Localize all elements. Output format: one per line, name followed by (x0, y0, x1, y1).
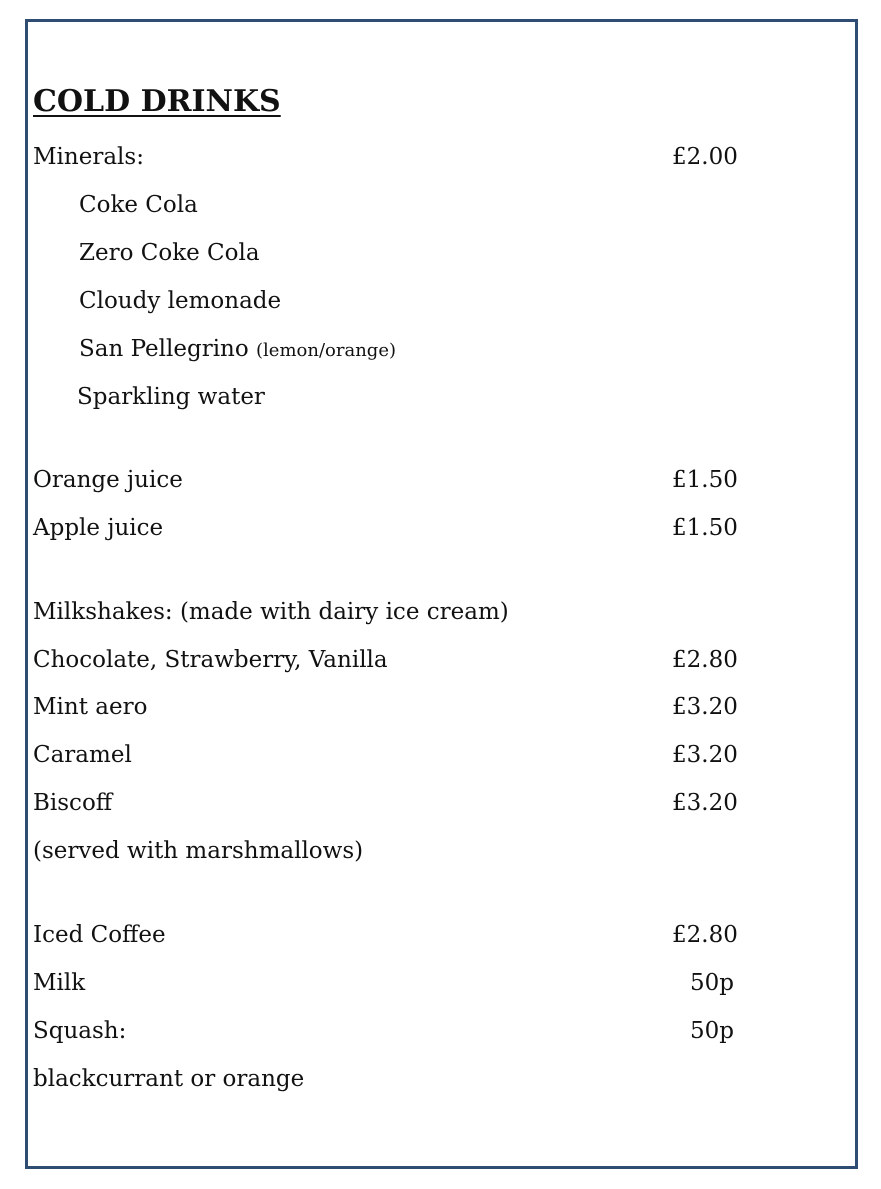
milkshake-price: £3.20 (672, 790, 738, 816)
mineral-item-name: San Pellegrino (79, 336, 249, 362)
drink-name: Iced Coffee (33, 922, 166, 948)
milkshake-name: Mint aero (33, 694, 148, 720)
mineral-item: Coke Cola (79, 192, 198, 218)
mineral-item: Zero Coke Cola (79, 240, 260, 266)
menu-title: COLD DRINKS (33, 84, 281, 119)
milkshake-name: Biscoff (33, 790, 113, 816)
juice-price: £1.50 (672, 515, 738, 541)
mineral-item: Cloudy lemonade (79, 288, 282, 314)
juice-price: £1.50 (672, 467, 738, 493)
pellegrino-flavours-note: (lemon/orange) (256, 340, 396, 361)
minerals-price: £2.00 (672, 144, 738, 170)
drink-name: Squash: (33, 1018, 127, 1044)
mineral-item: Sparkling water (77, 384, 265, 410)
drink-price: 50p (690, 970, 734, 996)
drink-name: Milk (33, 970, 86, 996)
milkshake-price: £3.20 (672, 694, 738, 720)
milkshake-name: Caramel (33, 742, 132, 768)
minerals-label: Minerals: (33, 144, 144, 170)
drink-price: £2.80 (672, 922, 738, 948)
mineral-item-pellegrino (79, 333, 396, 365)
juice-name: Orange juice (33, 467, 183, 493)
milkshake-price: £3.20 (672, 742, 738, 768)
milkshakes-heading: Milkshakes: (made with dairy ice cream) (33, 599, 509, 625)
milkshakes-note: (served with marshmallows) (33, 838, 364, 864)
juice-name: Apple juice (33, 515, 164, 541)
squash-flavours-note: blackcurrant or orange (33, 1066, 305, 1092)
milkshake-price: £2.80 (672, 647, 738, 673)
milkshake-name: Chocolate, Strawberry, Vanilla (33, 647, 388, 673)
drink-price: 50p (690, 1018, 734, 1044)
